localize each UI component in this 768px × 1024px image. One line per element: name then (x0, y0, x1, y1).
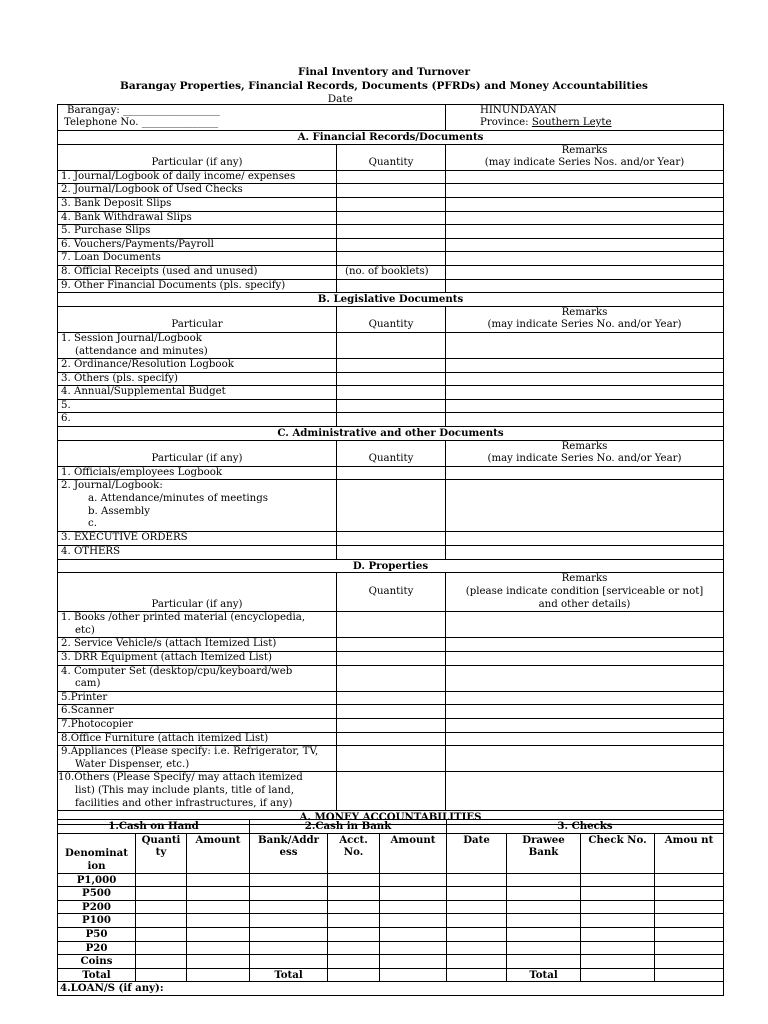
money-cell[interactable] (328, 914, 380, 928)
section-d-title: D. Properties (58, 559, 724, 573)
money-cell[interactable] (187, 900, 250, 914)
money-cell[interactable] (328, 927, 380, 941)
denomination: P500 (58, 887, 136, 901)
col-quantity: Quantity (337, 440, 446, 466)
quantity-cell[interactable] (337, 399, 446, 413)
money-cell[interactable] (655, 968, 724, 982)
remarks-label: Remarks (561, 573, 608, 585)
money-cell[interactable] (328, 968, 380, 982)
list-item: 3. EXECUTIVE ORDERS (58, 532, 337, 546)
money-cell[interactable] (581, 914, 655, 928)
money-cell[interactable] (380, 887, 447, 901)
remarks-label: Remarks (561, 306, 608, 318)
remarks-note: (please indicate condition [serviceable or not] (465, 586, 704, 598)
denomination: P200 (58, 900, 136, 914)
remarks-cell[interactable] (446, 170, 724, 184)
quantity-cell[interactable] (337, 359, 446, 373)
money-cell[interactable] (581, 968, 655, 982)
remarks-cell[interactable] (446, 772, 724, 811)
money-cell[interactable] (250, 900, 328, 914)
item-line: 2. Journal/Logbook: (61, 480, 163, 492)
money-cell[interactable] (507, 955, 581, 969)
cash-on-hand-header: 1.Cash on Hand (58, 820, 250, 834)
col-date: Date (447, 833, 507, 873)
quantity-cell[interactable] (337, 252, 446, 266)
col-check-no: Check No. (581, 833, 655, 873)
remarks-cell[interactable] (446, 691, 724, 705)
quantity-cell[interactable] (337, 705, 446, 719)
item-line: (attendance and minutes) (75, 345, 208, 357)
money-cell[interactable] (187, 927, 250, 941)
quantity-cell[interactable] (337, 665, 446, 691)
money-cell[interactable] (187, 955, 250, 969)
col-amount: Amount (187, 833, 250, 873)
quantity-cell[interactable] (337, 211, 446, 225)
barangay-field[interactable]: Barangay: ___________________ (67, 105, 220, 116)
quantity-cell[interactable] (337, 718, 446, 732)
money-cell[interactable] (250, 887, 328, 901)
money-cell[interactable] (581, 887, 655, 901)
money-cell[interactable] (655, 914, 724, 928)
item-line: facilities and other infrastructures, if any) (75, 797, 293, 809)
money-cell[interactable] (250, 941, 328, 955)
section-b-title: B. Legislative Documents (58, 293, 724, 307)
col-quantity: Quantity (337, 306, 446, 332)
remarks-cell[interactable] (446, 532, 724, 546)
remarks-cell[interactable] (446, 413, 724, 427)
money-cell[interactable] (328, 873, 380, 887)
money-cell[interactable] (380, 955, 447, 969)
money-cell[interactable] (507, 914, 581, 928)
money-cell[interactable] (187, 968, 250, 982)
list-item: 2. Service Vehicle/s (attach Itemized List) (58, 638, 337, 652)
list-item: 9. Other Financial Documents (pls. specify) (58, 279, 337, 293)
list-item (58, 480, 337, 532)
money-cell[interactable] (136, 887, 187, 901)
remarks-cell[interactable] (446, 718, 724, 732)
quantity-cell[interactable] (337, 652, 446, 666)
money-cell[interactable] (581, 955, 655, 969)
money-cell[interactable] (507, 900, 581, 914)
remarks-label: Remarks (561, 440, 608, 452)
remarks-label: Remarks (561, 144, 608, 156)
remarks-cell[interactable] (446, 238, 724, 252)
money-cell[interactable] (328, 887, 380, 901)
list-item: 6. Vouchers/Payments/Payroll (58, 238, 337, 252)
money-cell[interactable] (380, 914, 447, 928)
col-quantity: Quanti ty (136, 833, 187, 873)
list-item (58, 772, 337, 811)
municipality-name: HINUNDAYAN (480, 105, 557, 116)
remarks-cell[interactable] (446, 480, 724, 532)
denomination: P20 (58, 941, 136, 955)
cash-in-bank-header: 2.Cash in Bank (250, 820, 447, 834)
item-line: etc) (75, 624, 95, 636)
remarks-note: (may indicate Series No. and/or Year) (487, 319, 682, 331)
list-item (58, 612, 337, 638)
remarks-cell[interactable] (446, 252, 724, 266)
booklets-note[interactable]: (no. of booklets) (337, 265, 446, 279)
money-cell[interactable] (447, 873, 507, 887)
col-quantity: Quantity (337, 573, 446, 612)
money-cell[interactable] (655, 927, 724, 941)
money-cell[interactable] (507, 873, 581, 887)
col-bank-address: Bank/Addr ess (250, 833, 328, 873)
money-cell[interactable] (136, 914, 187, 928)
remarks-cell[interactable] (446, 652, 724, 666)
quantity-cell[interactable] (337, 612, 446, 638)
list-item: 3. Others (pls. specify) (58, 372, 337, 386)
money-cell[interactable] (655, 887, 724, 901)
money-cell[interactable] (187, 941, 250, 955)
quantity-cell[interactable] (337, 466, 446, 480)
barangay-info (58, 105, 446, 131)
item-line: Water Dispenser, etc.) (75, 758, 190, 770)
money-cell[interactable] (447, 968, 507, 982)
list-item: 6.Scanner (58, 705, 337, 719)
location-info (446, 105, 724, 131)
money-cell[interactable] (507, 927, 581, 941)
remarks-cell[interactable] (446, 211, 724, 225)
money-cell[interactable] (447, 887, 507, 901)
money-cell[interactable] (187, 887, 250, 901)
list-item: 2. Journal/Logbook of Used Checks (58, 184, 337, 198)
quantity-cell[interactable] (337, 184, 446, 198)
loans-row[interactable]: 4.LOAN/S (if any): (58, 982, 724, 996)
money-cell[interactable] (187, 873, 250, 887)
denomination: P100 (58, 914, 136, 928)
item-line: list) (This may include plants, title of land, (75, 784, 294, 796)
money-cell[interactable] (655, 941, 724, 955)
money-cell[interactable] (136, 968, 187, 982)
money-cell[interactable] (581, 900, 655, 914)
list-item: 7.Photocopier (58, 718, 337, 732)
money-cell[interactable] (447, 927, 507, 941)
col-remarks (446, 440, 724, 466)
quantity-cell[interactable] (337, 279, 446, 293)
remarks-cell[interactable] (446, 197, 724, 211)
quantity-cell[interactable] (337, 691, 446, 705)
money-cell[interactable] (581, 927, 655, 941)
money-cell[interactable] (655, 873, 724, 887)
list-item: 5. (58, 399, 337, 413)
money-cell[interactable] (507, 887, 581, 901)
col-drawee-bank: Drawee Bank (507, 833, 581, 873)
list-item: 7. Loan Documents (58, 252, 337, 266)
denomination: P50 (58, 927, 136, 941)
quantity-cell[interactable] (337, 532, 446, 546)
checks-header: 3. Checks (447, 820, 724, 834)
col-acct-no: Acct. No. (328, 833, 380, 873)
list-item: 4. Bank Withdrawal Slips (58, 211, 337, 225)
money-cell[interactable] (380, 927, 447, 941)
money-cell[interactable] (250, 873, 328, 887)
money-cell[interactable] (328, 941, 380, 955)
col-amount: Amount (380, 833, 447, 873)
money-cell[interactable] (380, 968, 447, 982)
telephone-field[interactable]: Telephone No. _______________ (64, 117, 219, 128)
quantity-cell[interactable] (337, 372, 446, 386)
money-cell[interactable] (380, 941, 447, 955)
money-cell[interactable] (581, 941, 655, 955)
quantity-cell[interactable] (337, 638, 446, 652)
col-particular: Particular (if any) (58, 144, 337, 170)
item-line: 4. Computer Set (desktop/cpu/keyboard/web (61, 665, 293, 677)
list-item: 5.Printer (58, 691, 337, 705)
date-line: Date ________________ (327, 93, 441, 105)
money-title: A. MONEY ACCOUNTABILITIES (58, 811, 724, 825)
list-item (58, 665, 337, 691)
col-denomination: Denominat ion (58, 833, 136, 873)
remarks-cell[interactable] (446, 466, 724, 480)
list-item: 5. Purchase Slips (58, 225, 337, 239)
money-cell[interactable] (447, 914, 507, 928)
quantity-cell[interactable] (337, 546, 446, 560)
remarks-cell[interactable] (446, 746, 724, 772)
remarks-cell[interactable] (446, 546, 724, 560)
province-line (480, 117, 720, 129)
quantity-cell[interactable] (337, 413, 446, 427)
remarks-cell[interactable] (446, 359, 724, 373)
money-cell[interactable] (250, 914, 328, 928)
col-amount: Amou nt (655, 833, 724, 873)
inventory-table (57, 104, 724, 825)
col-remarks (446, 573, 724, 612)
remarks-cell[interactable] (446, 279, 724, 293)
money-cell[interactable] (447, 900, 507, 914)
list-item (58, 332, 337, 358)
list-item: 4. Annual/Supplemental Budget (58, 386, 337, 400)
quantity-cell[interactable] (337, 732, 446, 746)
section-a-title: A. Financial Records/Documents (58, 131, 724, 145)
remarks-cell[interactable] (446, 732, 724, 746)
denomination: Coins (58, 955, 136, 969)
total-label: Total (250, 968, 328, 982)
col-particular: Particular (if any) (58, 573, 337, 612)
province-label: Province: (480, 117, 532, 128)
list-item: 2. Ordinance/Resolution Logbook (58, 359, 337, 373)
remarks-cell[interactable] (446, 225, 724, 239)
form-header (0, 66, 768, 107)
item-line: b. Assembly (88, 505, 151, 517)
money-cell[interactable] (328, 955, 380, 969)
money-cell[interactable] (250, 927, 328, 941)
money-cell[interactable] (447, 941, 507, 955)
quantity-cell[interactable] (337, 225, 446, 239)
money-cell[interactable] (250, 955, 328, 969)
list-item: 8.Office Furniture (attach itemized List) (58, 732, 337, 746)
item-line: cam) (75, 678, 101, 690)
money-cell[interactable] (655, 900, 724, 914)
quantity-cell[interactable] (337, 480, 446, 532)
money-cell[interactable] (655, 955, 724, 969)
money-cell[interactable] (136, 941, 187, 955)
list-item: 3. Bank Deposit Slips (58, 197, 337, 211)
col-particular: Particular (58, 306, 337, 332)
list-item: 6. (58, 413, 337, 427)
quantity-cell[interactable] (337, 746, 446, 772)
remarks-cell[interactable] (446, 184, 724, 198)
form-title: Final Inventory and Turnover (297, 66, 471, 78)
remarks-cell[interactable] (446, 386, 724, 400)
money-cell[interactable] (328, 900, 380, 914)
item-line: a. Attendance/minutes of meetings (88, 493, 268, 505)
money-cell[interactable] (136, 927, 187, 941)
money-cell[interactable] (187, 914, 250, 928)
money-cell[interactable] (581, 873, 655, 887)
item-line: 1. Books /other printed material (encyclopedia, (61, 612, 306, 624)
total-label: Total (58, 968, 136, 982)
denomination: P1,000 (58, 873, 136, 887)
col-quantity: Quantity (337, 144, 446, 170)
remarks-cell[interactable] (446, 332, 724, 358)
money-cell[interactable] (136, 873, 187, 887)
remarks-cell[interactable] (446, 705, 724, 719)
remarks-cell[interactable] (446, 399, 724, 413)
list-item: 1. Journal/Logbook of daily income/ expenses (58, 170, 337, 184)
remarks-note: (may indicate Series Nos. and/or Year) (484, 157, 685, 169)
list-item: 4. OTHERS (58, 546, 337, 560)
money-cell[interactable] (380, 900, 447, 914)
money-cell[interactable] (136, 955, 187, 969)
remarks-cell[interactable] (446, 265, 724, 279)
quantity-cell[interactable] (337, 238, 446, 252)
province-value: Southern Leyte (531, 117, 612, 128)
list-item: 8. Official Receipts (used and unused) (58, 265, 337, 279)
list-item: 3. DRR Equipment (attach Itemized List) (58, 652, 337, 666)
list-item: 1. Officials/employees Logbook (58, 466, 337, 480)
list-item (58, 746, 337, 772)
quantity-cell[interactable] (337, 386, 446, 400)
item-line: c. (88, 518, 97, 530)
section-c-title: C. Administrative and other Documents (58, 427, 724, 441)
remarks-cell[interactable] (446, 372, 724, 386)
col-particular: Particular (if any) (58, 440, 337, 466)
quantity-cell[interactable] (337, 332, 446, 358)
col-remarks (446, 144, 724, 170)
quantity-cell[interactable] (337, 772, 446, 811)
item-line: 1. Session Journal/Logbook (61, 332, 202, 344)
quantity-cell[interactable] (337, 197, 446, 211)
remarks-cell[interactable] (446, 665, 724, 691)
remarks-note: and other details) (538, 598, 631, 610)
total-label: Total (507, 968, 581, 982)
item-line: 10.Others (Please Specify/ may attach itemized (58, 772, 303, 784)
money-cell[interactable] (380, 873, 447, 887)
remarks-note: (may indicate Series No. and/or Year) (487, 453, 682, 465)
item-line: 9.Appliances (Please specify: i.e. Refrigerator, TV, (61, 746, 319, 758)
money-cell[interactable] (507, 941, 581, 955)
remarks-cell[interactable] (446, 638, 724, 652)
money-cell[interactable] (447, 955, 507, 969)
remarks-cell[interactable] (446, 612, 724, 638)
form-subtitle: Barangay Properties, Financial Records, Documents (PFRDs) and Money Accountabilities (120, 79, 648, 92)
money-table (57, 819, 724, 996)
col-remarks (446, 306, 724, 332)
quantity-cell[interactable] (337, 170, 446, 184)
money-cell[interactable] (136, 900, 187, 914)
